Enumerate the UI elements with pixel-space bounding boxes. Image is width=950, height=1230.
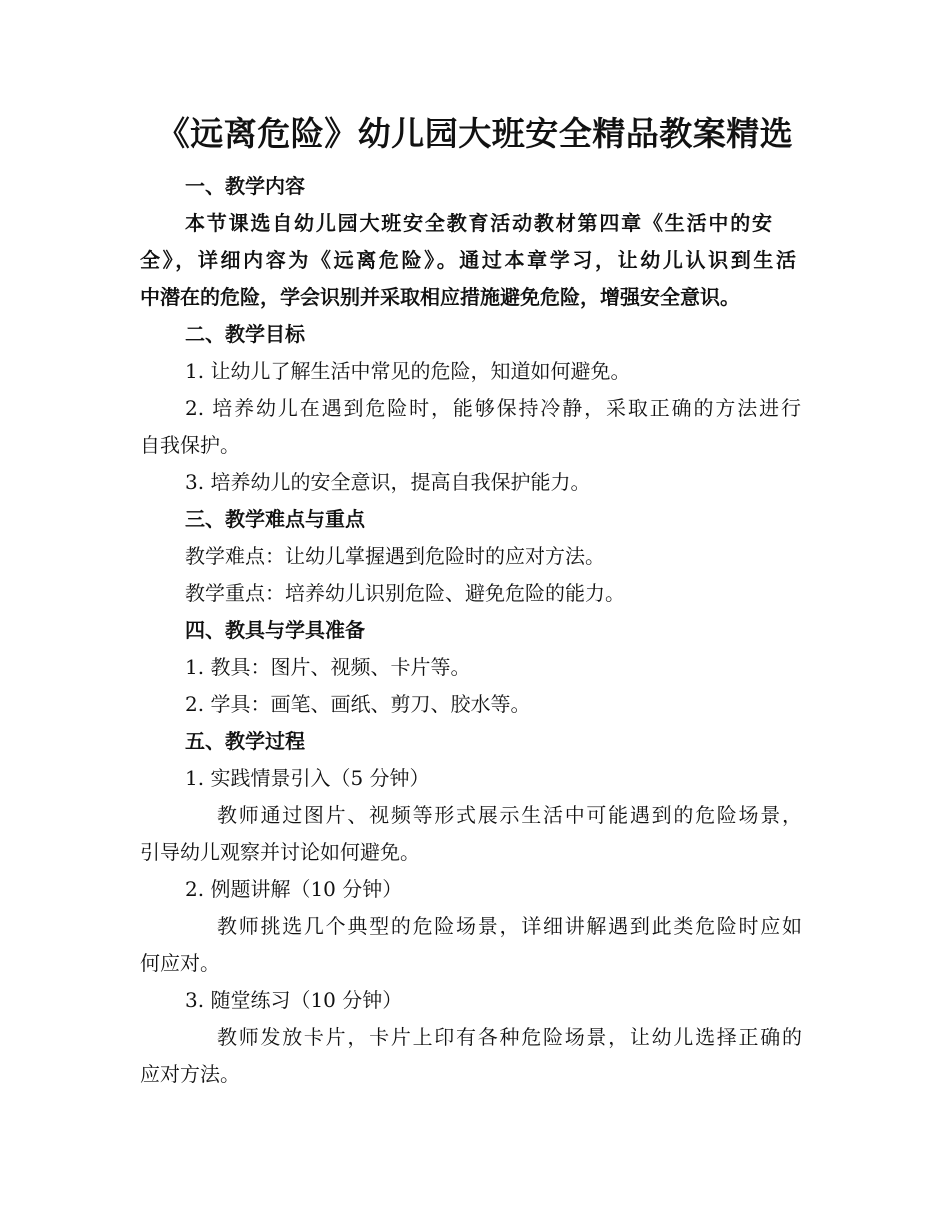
process-step-description: 引导幼儿观察并讨论如何避免。 xyxy=(140,840,420,864)
objective-item: 2. 培养幼儿在遇到危险时，能够保持冷静，采取正确的方法进行 xyxy=(185,396,801,420)
content-paragraph-line: 本节课选自幼儿园大班安全教育活动教材第四章《生活中的安 xyxy=(185,211,772,235)
section-heading-materials: 四、教具与学具准备 xyxy=(185,618,365,642)
process-step-description: 教师发放卡片，卡片上印有各种危险场景，让幼儿选择正确的 xyxy=(217,1025,802,1049)
section-heading-content: 一、教学内容 xyxy=(185,174,305,198)
content-paragraph-line: 中潜在的危险，学会识别并采取相应措施避免危险，增强安全意识。 xyxy=(140,285,740,309)
section-heading-process: 五、教学过程 xyxy=(185,729,305,753)
section-heading-key-points: 三、教学难点与重点 xyxy=(185,507,365,531)
objective-item: 1. 让幼儿了解生活中常见的危险，知道如何避免。 xyxy=(185,359,631,383)
teaching-focus: 教学重点：培养幼儿识别危险、避免危险的能力。 xyxy=(185,581,625,605)
process-step-label: 3. 随堂练习（10 分钟） xyxy=(185,988,403,1012)
document-title: 《远离危险》幼儿园大班安全精品教案精选 xyxy=(156,114,794,153)
material-item: 1. 教具：图片、视频、卡片等。 xyxy=(185,655,471,679)
process-step-label: 2. 例题讲解（10 分钟） xyxy=(185,877,403,901)
objective-item-continued: 自我保护。 xyxy=(140,433,240,457)
process-step-description: 教师通过图片、视频等形式展示生活中可能遇到的危险场景， xyxy=(217,803,802,827)
process-step-description: 教师挑选几个典型的危险场景，详细讲解遇到此类危险时应如 xyxy=(217,914,802,938)
process-step-description: 何应对。 xyxy=(140,951,220,975)
material-item: 2. 学具：画笔、画纸、剪刀、胶水等。 xyxy=(185,692,531,716)
process-step-description: 应对方法。 xyxy=(140,1062,240,1086)
teaching-difficulty: 教学难点：让幼儿掌握遇到危险时的应对方法。 xyxy=(185,544,605,568)
objective-item: 3. 培养幼儿的安全意识，提高自我保护能力。 xyxy=(185,470,591,494)
process-step-label: 1. 实践情景引入（5 分钟） xyxy=(185,766,430,790)
section-heading-objectives: 二、教学目标 xyxy=(185,322,305,346)
content-paragraph-line: 全》，详细内容为《远离危险》。通过本章学习，让幼儿认识到生活 xyxy=(140,248,796,272)
